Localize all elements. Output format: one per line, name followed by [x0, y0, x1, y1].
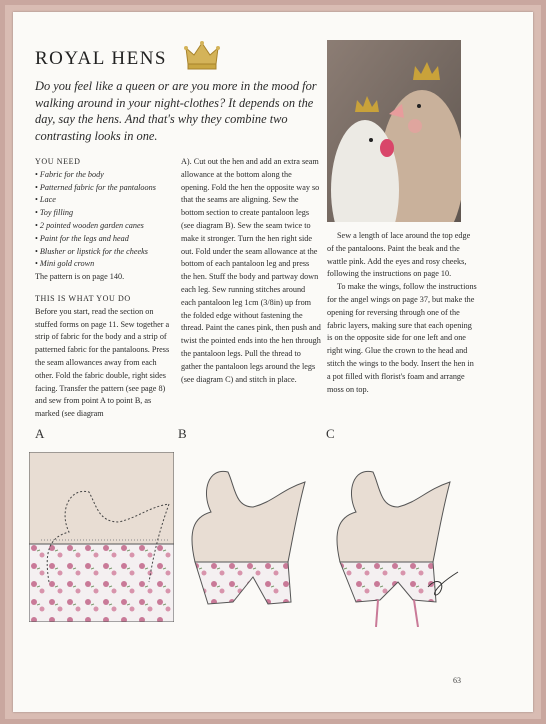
- list-item: • Toy filling: [35, 207, 177, 220]
- crown-icon: [183, 40, 221, 72]
- materials-list: [35, 169, 177, 271]
- diagram-c-label: C: [326, 426, 335, 441]
- column-1: [35, 156, 177, 421]
- diagram-a: [29, 452, 174, 622]
- you-need-heading: YOU NEED: [35, 157, 81, 166]
- diagram-b: [173, 452, 318, 622]
- instructions-text: Before you start, read the section on stuffed forms on page 11. Sew together a strip of fabric for the body and a strip of patterned fabric for the pantaloons. Press the seam allowances away from each other. Fold the fabric double, right sides facing. Transfer the pattern (see page 8) and sew from point A to point B, as marked (see diagram: [35, 306, 170, 419]
- diagram-c: [318, 452, 468, 627]
- list-item: • Blusher or lipstick for the cheeks: [35, 246, 177, 259]
- list-item: • Fabric for the body: [35, 169, 177, 182]
- page-number: 63: [453, 676, 461, 685]
- column-2: [181, 156, 321, 386]
- list-item: • 2 pointed wooden garden canes: [35, 220, 177, 233]
- list-item: • Patterned fabric for the pantaloons: [35, 182, 177, 195]
- what-you-do-heading: THIS IS WHAT YOU DO: [35, 293, 131, 303]
- intro-text: Do you feel like a queen or are you more in the mood for walking around in your night-clothes? It depends on the day, say the hens. And that's why they combine two contrasting looks in one.: [35, 79, 317, 143]
- instructions-continued: A). Cut out the hen and add an extra seam allowance at the bottom along the opening. Fold the hen the opposite way so that the seams are aligning. Sew the bottom section to create pantaloon legs (see diagram B). Sew the seam twice to make it stronger. Turn the hen right side out. Fold under the seam allowance at the bottom of each pantaloon leg and press the hen. Stuff the body and partway down each leg. Sew running stitches around each pantaloon leg 1cm (3/8in) up from the folded edge without fastening the thread. Paint the canes pink, then push and twist the pointed ends into the hen through the pantaloon legs. Pull the thread to gather the pantaloon legs around the legs (see diagram C) and stitch in place.: [181, 157, 321, 384]
- column-3: [327, 230, 477, 396]
- list-item: • Lace: [35, 194, 177, 207]
- list-item: • Mini gold crown: [35, 258, 177, 271]
- paragraph: Sew a length of lace around the top edge of the pantaloons. Paint the beak and the wattle pink. Add the eyes and rosy cheeks, following the instructions on page 10.: [327, 231, 471, 279]
- paragraph: To make the wings, follow the instructions for the angel wings on page 37, but make the opening for reversing through one of the fabric layers, making sure that each opening is on the opposite side for one left and one right wing. Glue the crown to the head and stitch the wings to the body. Insert the hen in a pot filled with florist's foam and arrange moss on top.: [327, 282, 477, 394]
- hens-photo: [327, 40, 461, 222]
- list-item: • Paint for the legs and head: [35, 233, 177, 246]
- diagram-a-label: A: [35, 426, 45, 441]
- page-title: ROYAL HENS: [35, 48, 167, 69]
- book-page: [13, 12, 533, 712]
- pattern-note: The pattern is on page 140.: [35, 272, 125, 282]
- diagram-b-label: B: [178, 426, 187, 441]
